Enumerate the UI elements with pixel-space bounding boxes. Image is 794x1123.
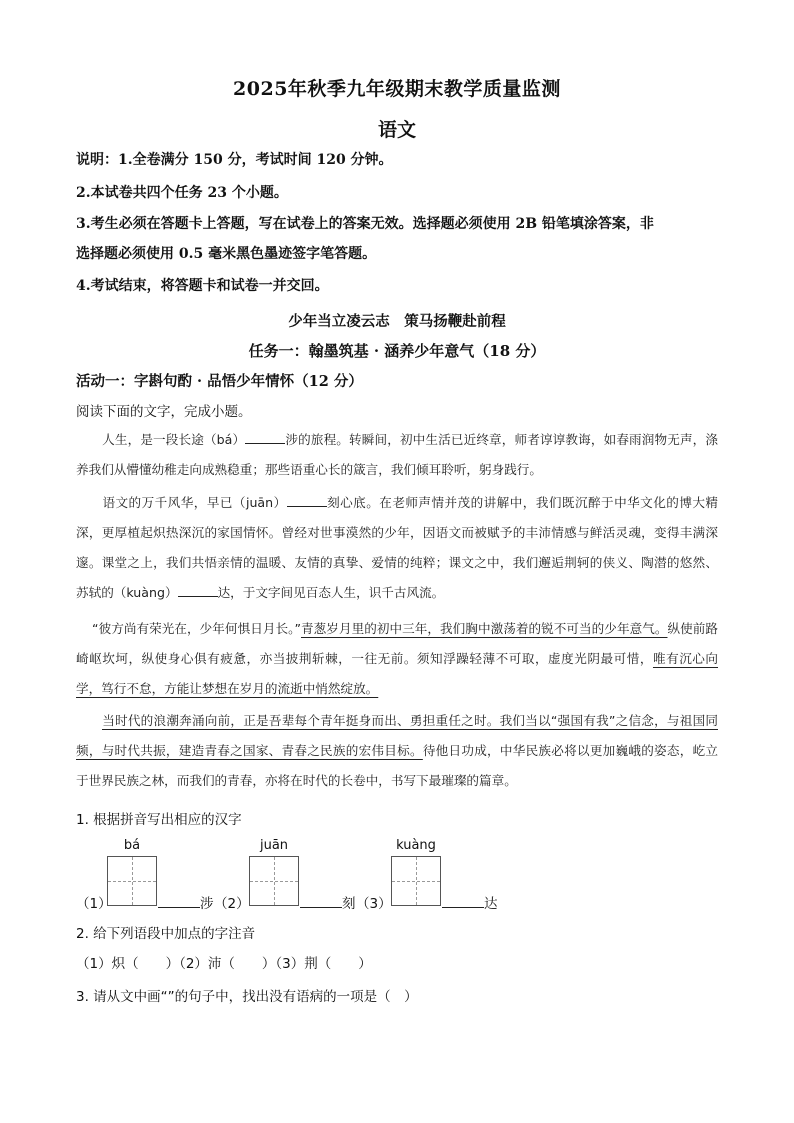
- activity-heading: 活动一：字斟句酌 · 品悟少年情怀（12 分）: [76, 373, 363, 390]
- answer-box-1[interactable]: [107, 856, 157, 906]
- passage-paragraph-1: [76, 425, 718, 485]
- q1-item-1-suffix: [158, 892, 214, 912]
- pinyin-ba: bá: [123, 838, 141, 853]
- question-1: 1. 根据拼音写出相应的汉字: [76, 812, 242, 828]
- reading-instruction: 阅读下面的文字，完成小题。: [76, 404, 252, 420]
- note-line-2: 2.本试卷共四个任务 23 个小题。: [76, 185, 288, 201]
- blank-juan: [287, 494, 327, 507]
- p1-text-b: 涉的旅程。转瞬间，初中生活已近终章，师者谆谆教诲，如春雨润物无声，涤养我们从懵懂幼稚走向成熟稳重；那些语重心长的箴言，我们倾耳聆听，躬身践行。: [76, 432, 719, 477]
- p3-text: 纵使前路崎岖坎坷，纵使身心俱有疲惫，亦当披荆斩棘，一往无前。须知浮躁轻薄不可取，虚度光阴最可惜，: [76, 621, 719, 666]
- q1-item-2-num: （2）: [214, 896, 250, 912]
- theme-heading: 少年当立凌云志 策马扬鞭赴前程: [288, 313, 506, 330]
- passage-paragraph-3: [76, 614, 718, 704]
- note-line-1: 说明：1.全卷满分 150 分，考试时间 120 分钟。: [76, 152, 393, 168]
- q1-item-3-char: 达: [484, 896, 498, 912]
- pinyin-juan: juān: [259, 838, 289, 853]
- answer-box-2[interactable]: [249, 856, 299, 906]
- q1-item-1-num: （1）: [76, 896, 112, 912]
- q1-item-1-char: 涉: [200, 896, 214, 912]
- note-line-4: 选择题必须使用 0.5 毫米黑色墨迹签字笔答题。: [76, 246, 377, 262]
- question-3: 3. 请从文中画“”的句子中，找出没有语病的一项是（ ）: [76, 989, 418, 1005]
- note-line-3: 3.考生必须在答题卡上答题，写在试卷上的答案无效。选择题必须使用 2B 铅笔填涂答案，非: [76, 216, 654, 232]
- q1-item-2-suffix: [300, 892, 356, 912]
- blank-ba: [245, 431, 285, 444]
- p1-text-a: 人生，是一段长途（bá）: [102, 432, 246, 447]
- p2-text-b: 刻心底。在老师声情并茂的讲解中，我们既沉醉于中华文化的博大精深，更厚植起炽热深沉的家国情怀。曾经对世事漠然的少年，因语文而被赋予的丰沛情感与鲜活灵魂，变得丰满深邃。课堂之上，我们共悟亲情的温暖、友情的真挚、爱情的纯粹；课文之中，我们邂逅荆轲的侠义、陶潜的悠然、苏轼的（kuàng）: [76, 495, 719, 600]
- q1-item-1: [76, 892, 112, 912]
- passage-paragraph-4: [76, 706, 718, 796]
- p3-quote: “彼方尚有荣光在，少年何惧日月长。”: [92, 621, 301, 636]
- q1-item-3-num: （3）: [356, 896, 392, 912]
- q1-item-3: [356, 892, 392, 912]
- p3-underlined-2: 唯有沉心向学，笃行不怠，方能让梦想在岁月的流逝中悄然绽放。: [76, 651, 719, 696]
- p3-underlined-1: 青葱岁月里的初中三年，我们胸中激荡着的锐不可当的少年意气。: [300, 621, 668, 636]
- task-heading: 任务一：翰墨筑基 · 涵养少年意气（18 分）: [248, 342, 546, 360]
- answer-box-3[interactable]: [391, 856, 441, 906]
- question-2-items: （1）炽（ ）（2）沛（ ）（3）荆（ ）: [76, 956, 372, 972]
- passage-paragraph-2: [76, 488, 718, 608]
- p4-underlined: 当时代的浪潮奔涌向前，正是吾辈每个青年挺身而出、勇担重任之时。我们当以“强国有我”之信念，与祖国同频，与时代共振，建造青春之国家、青春之民族的宏伟目标。: [76, 713, 718, 758]
- q1-item-2-char: 刻: [342, 896, 356, 912]
- blank-kuang: [178, 584, 218, 597]
- note-line-5: 4.考试结束，将答题卡和试卷一并交回。: [76, 278, 329, 294]
- exam-title: 2025年秋季九年级期末教学质量监测: [233, 78, 561, 100]
- q1-item-3-suffix: [442, 892, 498, 912]
- question-2: 2. 给下列语段中加点的字注音: [76, 926, 256, 942]
- p2-text-a: 语文的万千风华，早已（juān）: [102, 495, 287, 510]
- subject-title: 语文: [377, 119, 416, 141]
- p4-text: 待他日功成，中华民族必将以更加巍峨的姿态，屹立于世界民族之林，而我们的青春，亦将在时代的长卷中，书写下最璀璨的篇章。: [76, 743, 719, 788]
- pinyin-kuang: kuàng: [396, 838, 436, 853]
- q1-item-2: [214, 892, 250, 912]
- p2-text-c: 达，于文字间见百态人生，识千古风流。: [217, 585, 445, 600]
